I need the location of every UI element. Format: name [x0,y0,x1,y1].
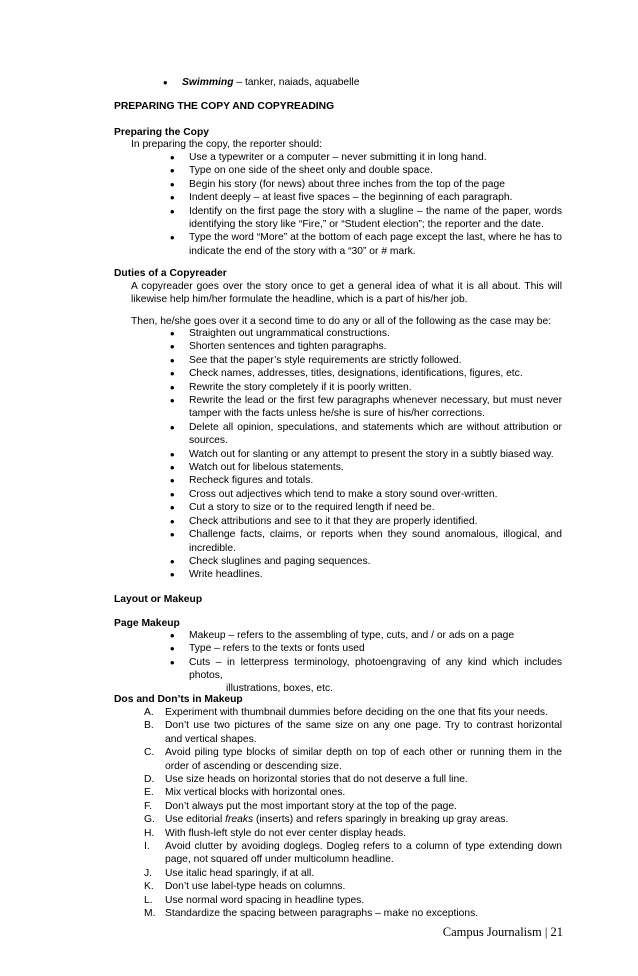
list-item: • Recheck figures and totals. [189,474,562,487]
dos-list [144,706,562,921]
page-makeup-heading: Page Makeup [114,618,180,629]
list-item: • Begin his story (for news) about three inches from the top of the page [189,178,562,191]
preparing-intro: In preparing the copy, the reporter should: [131,139,322,150]
list-item: • Rewrite the story completely if it is poorly written. [189,381,562,394]
list-item: D. Use size heads on horizontal stories that do not deserve a full line. [144,774,468,786]
list-item: A. Experiment with thumbnail dummies before deciding on the one that fits your needs. [144,707,548,718]
list-item: • Indent deeply – at least five spaces – the beginning of each paragraph. [189,191,562,204]
list-item: • Swimming – tanker, naiads, aquabelle [182,76,562,89]
page-makeup-list [189,629,562,683]
list-item: • Cross out adjectives which tend to make a story sound over-written. [189,488,562,501]
list-item: • Makeup – refers to the assembling of type, cuts, and / or ads on a page [189,629,562,642]
list-item: • Straighten out ungrammatical constructions. [189,327,562,340]
duties-list [189,327,562,582]
list-item: • Identify on the first page the story with a slugline – the name of the paper, words identifying the story like “Fire,” or “Student election”; the reporter and the date. [189,205,562,232]
list-item: C. Avoid piling type blocks of similar depth on top of each other or running them in the order of ascending or descending size. [144,747,562,772]
list-item: • Delete all opinion, speculations, and statements which are without attribution or sources. [189,421,562,448]
page-footer: Campus Journalism | 21 [442,925,563,939]
swimming-list [182,76,562,89]
list-item: • Cut a story to size or to the required length if need be. [189,501,562,514]
preparing-list [189,151,562,258]
list-item: G. Use editorial freaks (inserts) and refers sparingly in breaking up gray areas. [144,814,509,826]
list-item: • Use a typewriter or a computer – never submitting it in long hand. [189,151,562,164]
list-item: • Write headlines. [189,568,562,581]
section-title: PREPARING THE COPY AND COPYREADING [114,101,335,112]
list-item: • Check sluglines and paging sequences. [189,555,562,568]
list-item: J. Use italic head sparingly, if at all. [144,867,315,879]
list-item: • See that the paper’s style requirements are strictly followed. [189,354,562,367]
list-item: • Type the word “More” at the bottom of each page except the last, where he has to indicate the end of the story with a “30” or # mark. [189,231,562,258]
list-item: L. Use normal word spacing in headline types. [144,894,365,906]
list-item: • Shorten sentences and tighten paragraphs. [189,340,562,353]
page-makeup-continuation: illustrations, boxes, etc. [226,683,334,694]
list-item: K. Don’t use label-type heads on columns. [144,881,346,893]
list-item: • Check names, addresses, titles, designations, identifications, figures, etc. [189,367,562,380]
list-item: • Watch out for libelous statements. [189,461,562,474]
list-item: • Type on one side of the sheet only and double space. [189,164,562,177]
list-item: H. With flush-left style do not ever center display heads. [144,827,406,839]
list-item: I. Avoid clutter by avoiding doglegs. Dogleg refers to a column of type extending down page, not squared off under multicolumn headline. [144,841,562,866]
layout-heading: Layout or Makeup [114,594,203,605]
list-item: F. Don’t always put the most important story at the top of the page. [144,800,457,812]
duties-heading: Duties of a Copyreader [114,268,227,279]
list-item: • Type – refers to the texts or fonts used [189,642,562,655]
duties-para1: A copyreader goes over the story once to get a general idea of what it is all about. This will likewise help him/her formulate the headline, which is a part of his/her job. [131,281,562,306]
list-item: • Challenge facts, claims, or reports when they sound anomalous, illogical, and incredible. [189,528,562,555]
list-item: • Check attributions and see to it that they are properly identified. [189,515,562,528]
list-item: E. Mix vertical blocks with horizontal ones. [144,787,346,799]
list-item: • Cuts – in letterpress terminology, photoengraving of any kind which includes photos, [189,656,562,683]
preparing-heading: Preparing the Copy [114,127,209,138]
duties-para2: Then, he/she goes over it a second time to do any or all of the following as the case may be: [131,316,552,327]
list-item: B. Don’t use two pictures of the same size on any one page. Try to contrast horizontal and vertical shapes. [144,720,562,745]
dos-heading: Dos and Don’ts in Makeup [114,694,243,705]
list-item: M. Standardize the spacing between paragraphs – make no exceptions. [144,908,479,920]
list-item: • Watch out for slanting or any attempt to present the story in a subtly biased way. [189,448,562,461]
list-item: • Rewrite the lead or the first few paragraphs whenever necessary, but must never tamper with the facts unless he/she is sure of his/her corrections. [189,394,562,421]
